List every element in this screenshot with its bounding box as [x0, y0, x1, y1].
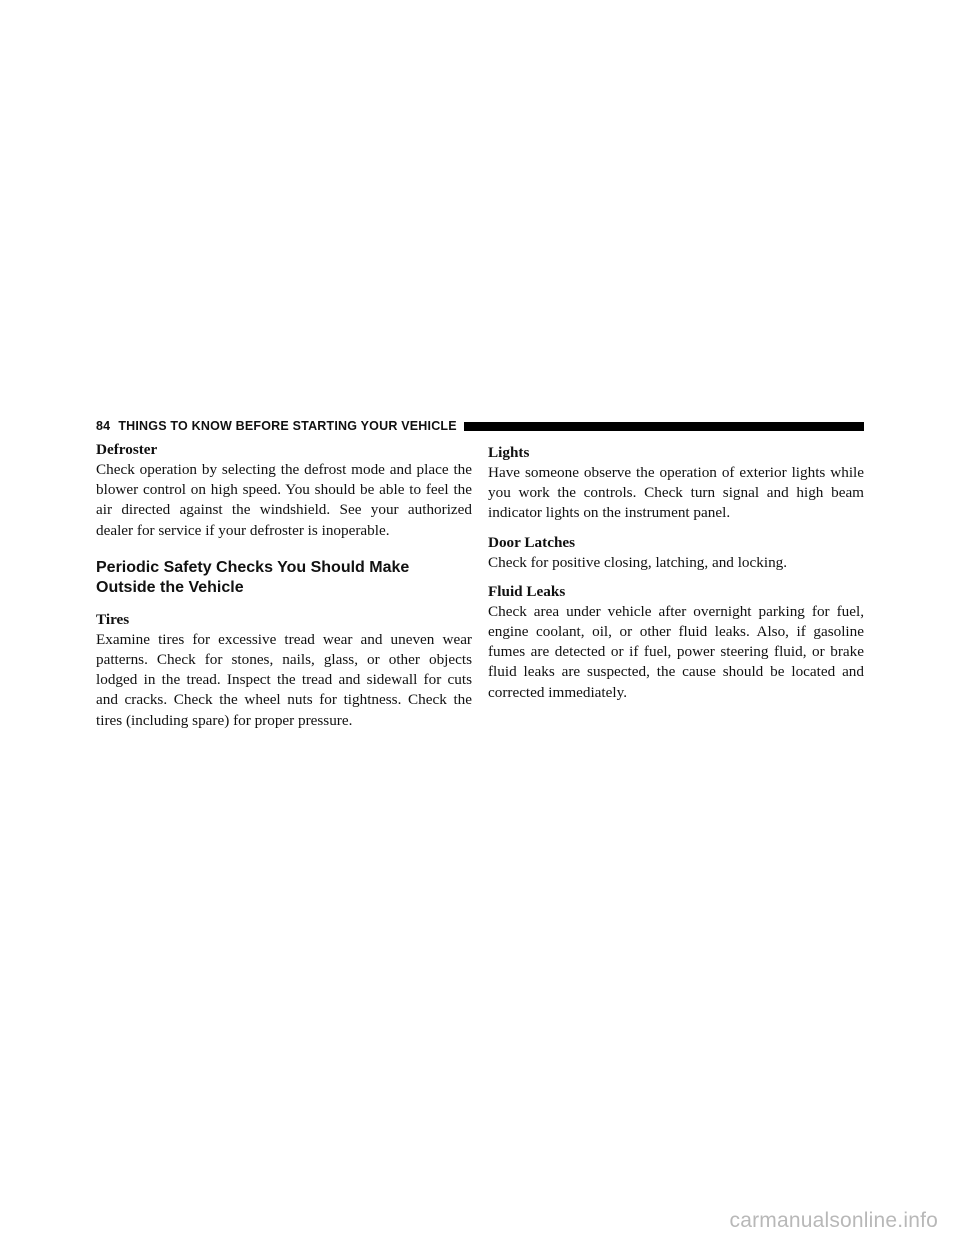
left-column: [96, 440, 472, 740]
tires-section: [96, 610, 472, 731]
door-latches-section: [488, 533, 864, 573]
section-title: THINGS TO KNOW BEFORE STARTING YOUR VEHICLE: [118, 419, 457, 433]
lights-section: [488, 443, 864, 524]
fluid-leaks-text: Check area under vehicle after overnight parking for fuel, engine coolant, oil, or other fluid leaks. Also, if gasoline fumes are detected or if fuel, power steering fluid, or brake fluid leaks are suspected, the cause should be located and corrected immediately.: [488, 602, 864, 701]
watermark: carmanualsonline.info: [729, 1209, 938, 1232]
defroster-section: [96, 440, 472, 541]
header-rule: [464, 422, 864, 431]
tires-text: Examine tires for excessive tread wear and uneven wear patterns. Check for stones, nails, glass, or other objects lodged in the tread. Inspect the tread and sidewall for cuts and cracks. Check the wheel nuts for tightness. Check the tires (including spare) for proper pressure.: [96, 630, 472, 729]
fluid-leaks-section: [488, 582, 864, 703]
defroster-heading: Defroster: [96, 441, 158, 458]
outside-checks-heading: Periodic Safety Checks You Should Make Outside the Vehicle: [96, 558, 410, 596]
defroster-text: Check operation by selecting the defrost mode and place the blower control on high speed. You should be able to feel the air directed against the windshield. See your authorized dealer for service if your defroster is inoperable.: [96, 461, 472, 539]
door-latches-text: Check for positive closing, latching, and locking.: [488, 553, 788, 571]
tires-heading: Tires: [96, 610, 130, 628]
page-header: [96, 418, 864, 434]
fluid-leaks-heading: Fluid Leaks: [488, 582, 566, 600]
door-latches-heading: Door Latches: [488, 533, 576, 551]
lights-heading: Lights: [488, 444, 530, 461]
right-column: [488, 440, 864, 712]
lights-text: Have someone observe the operation of exterior lights while you work the controls. Check turn signal and high beam indicator lights on the instrument panel.: [488, 464, 864, 522]
page-number: 84: [96, 419, 111, 433]
